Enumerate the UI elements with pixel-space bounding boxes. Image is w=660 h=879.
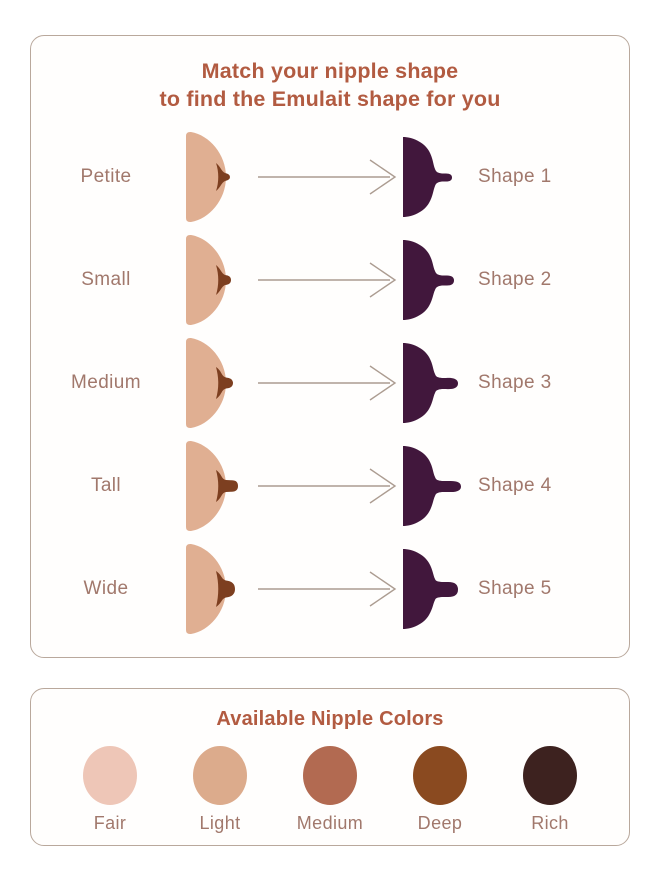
bottle-nipple-shape-5-icon: [403, 548, 463, 630]
breast-petite-icon: [185, 130, 235, 224]
breast-tall-icon: [185, 439, 243, 533]
breast-small-icon: [185, 233, 235, 327]
swatch-label: Medium: [296, 813, 364, 833]
arrow-right-icon: [257, 361, 397, 405]
shape-result-label: Shape 2: [478, 269, 552, 291]
color-swatch-medium: [303, 746, 357, 805]
nipple-colors-card: [30, 688, 630, 846]
color-swatch-fair: [83, 746, 137, 805]
shape-result-label: Shape 5: [478, 578, 552, 600]
nipple-size-label: Tall: [90, 475, 122, 497]
arrow-right-icon: [257, 464, 397, 508]
nipple-size-label: Small: [81, 269, 131, 291]
arrow-right-icon: [257, 155, 397, 199]
swatch-row: [31, 746, 629, 834]
shape-result-label: Shape 4: [478, 475, 552, 497]
color-swatch-rich: [523, 746, 577, 805]
breast-medium-icon: [185, 336, 235, 430]
arrow-right-icon: [257, 258, 397, 302]
swatch-item-deep: [395, 746, 485, 834]
shape-result-label: Shape 3: [478, 372, 552, 394]
shape-matcher-card: [30, 35, 630, 658]
match-row-small: [31, 229, 629, 332]
swatch-item-light: [175, 746, 265, 834]
match-row-petite: [31, 126, 629, 229]
bottle-nipple-shape-3-icon: [403, 342, 463, 424]
nipple-size-label: Wide: [83, 578, 129, 600]
swatch-item-fair: [65, 746, 155, 834]
bottle-nipple-shape-1-icon: [403, 136, 463, 218]
matcher-title-line2: to find the Emulait shape for you: [159, 87, 501, 112]
breast-wide-icon: [185, 542, 239, 636]
shape-result-label: Shape 1: [478, 166, 552, 188]
nipple-size-label: Petite: [80, 166, 132, 188]
swatch-label: Deep: [417, 813, 463, 833]
matcher-title-line1: Match your nipple shape: [201, 59, 459, 83]
colors-card-title: Available Nipple Colors: [216, 708, 444, 730]
swatch-item-rich: [505, 746, 595, 834]
matcher-title: [31, 57, 629, 114]
bottle-nipple-shape-4-icon: [403, 445, 467, 527]
color-swatch-deep: [413, 746, 467, 805]
swatch-label: Rich: [531, 813, 569, 833]
match-row-tall: [31, 435, 629, 538]
matcher-rows: [31, 126, 629, 641]
arrow-right-icon: [257, 567, 397, 611]
color-swatch-light: [193, 746, 247, 805]
swatch-label: Light: [199, 813, 241, 833]
bottle-nipple-shape-2-icon: [403, 239, 463, 321]
nipple-size-label: Medium: [71, 372, 141, 394]
match-row-wide: [31, 538, 629, 641]
swatch-label: Fair: [93, 813, 127, 833]
match-row-medium: [31, 332, 629, 435]
swatch-item-medium: [285, 746, 375, 834]
